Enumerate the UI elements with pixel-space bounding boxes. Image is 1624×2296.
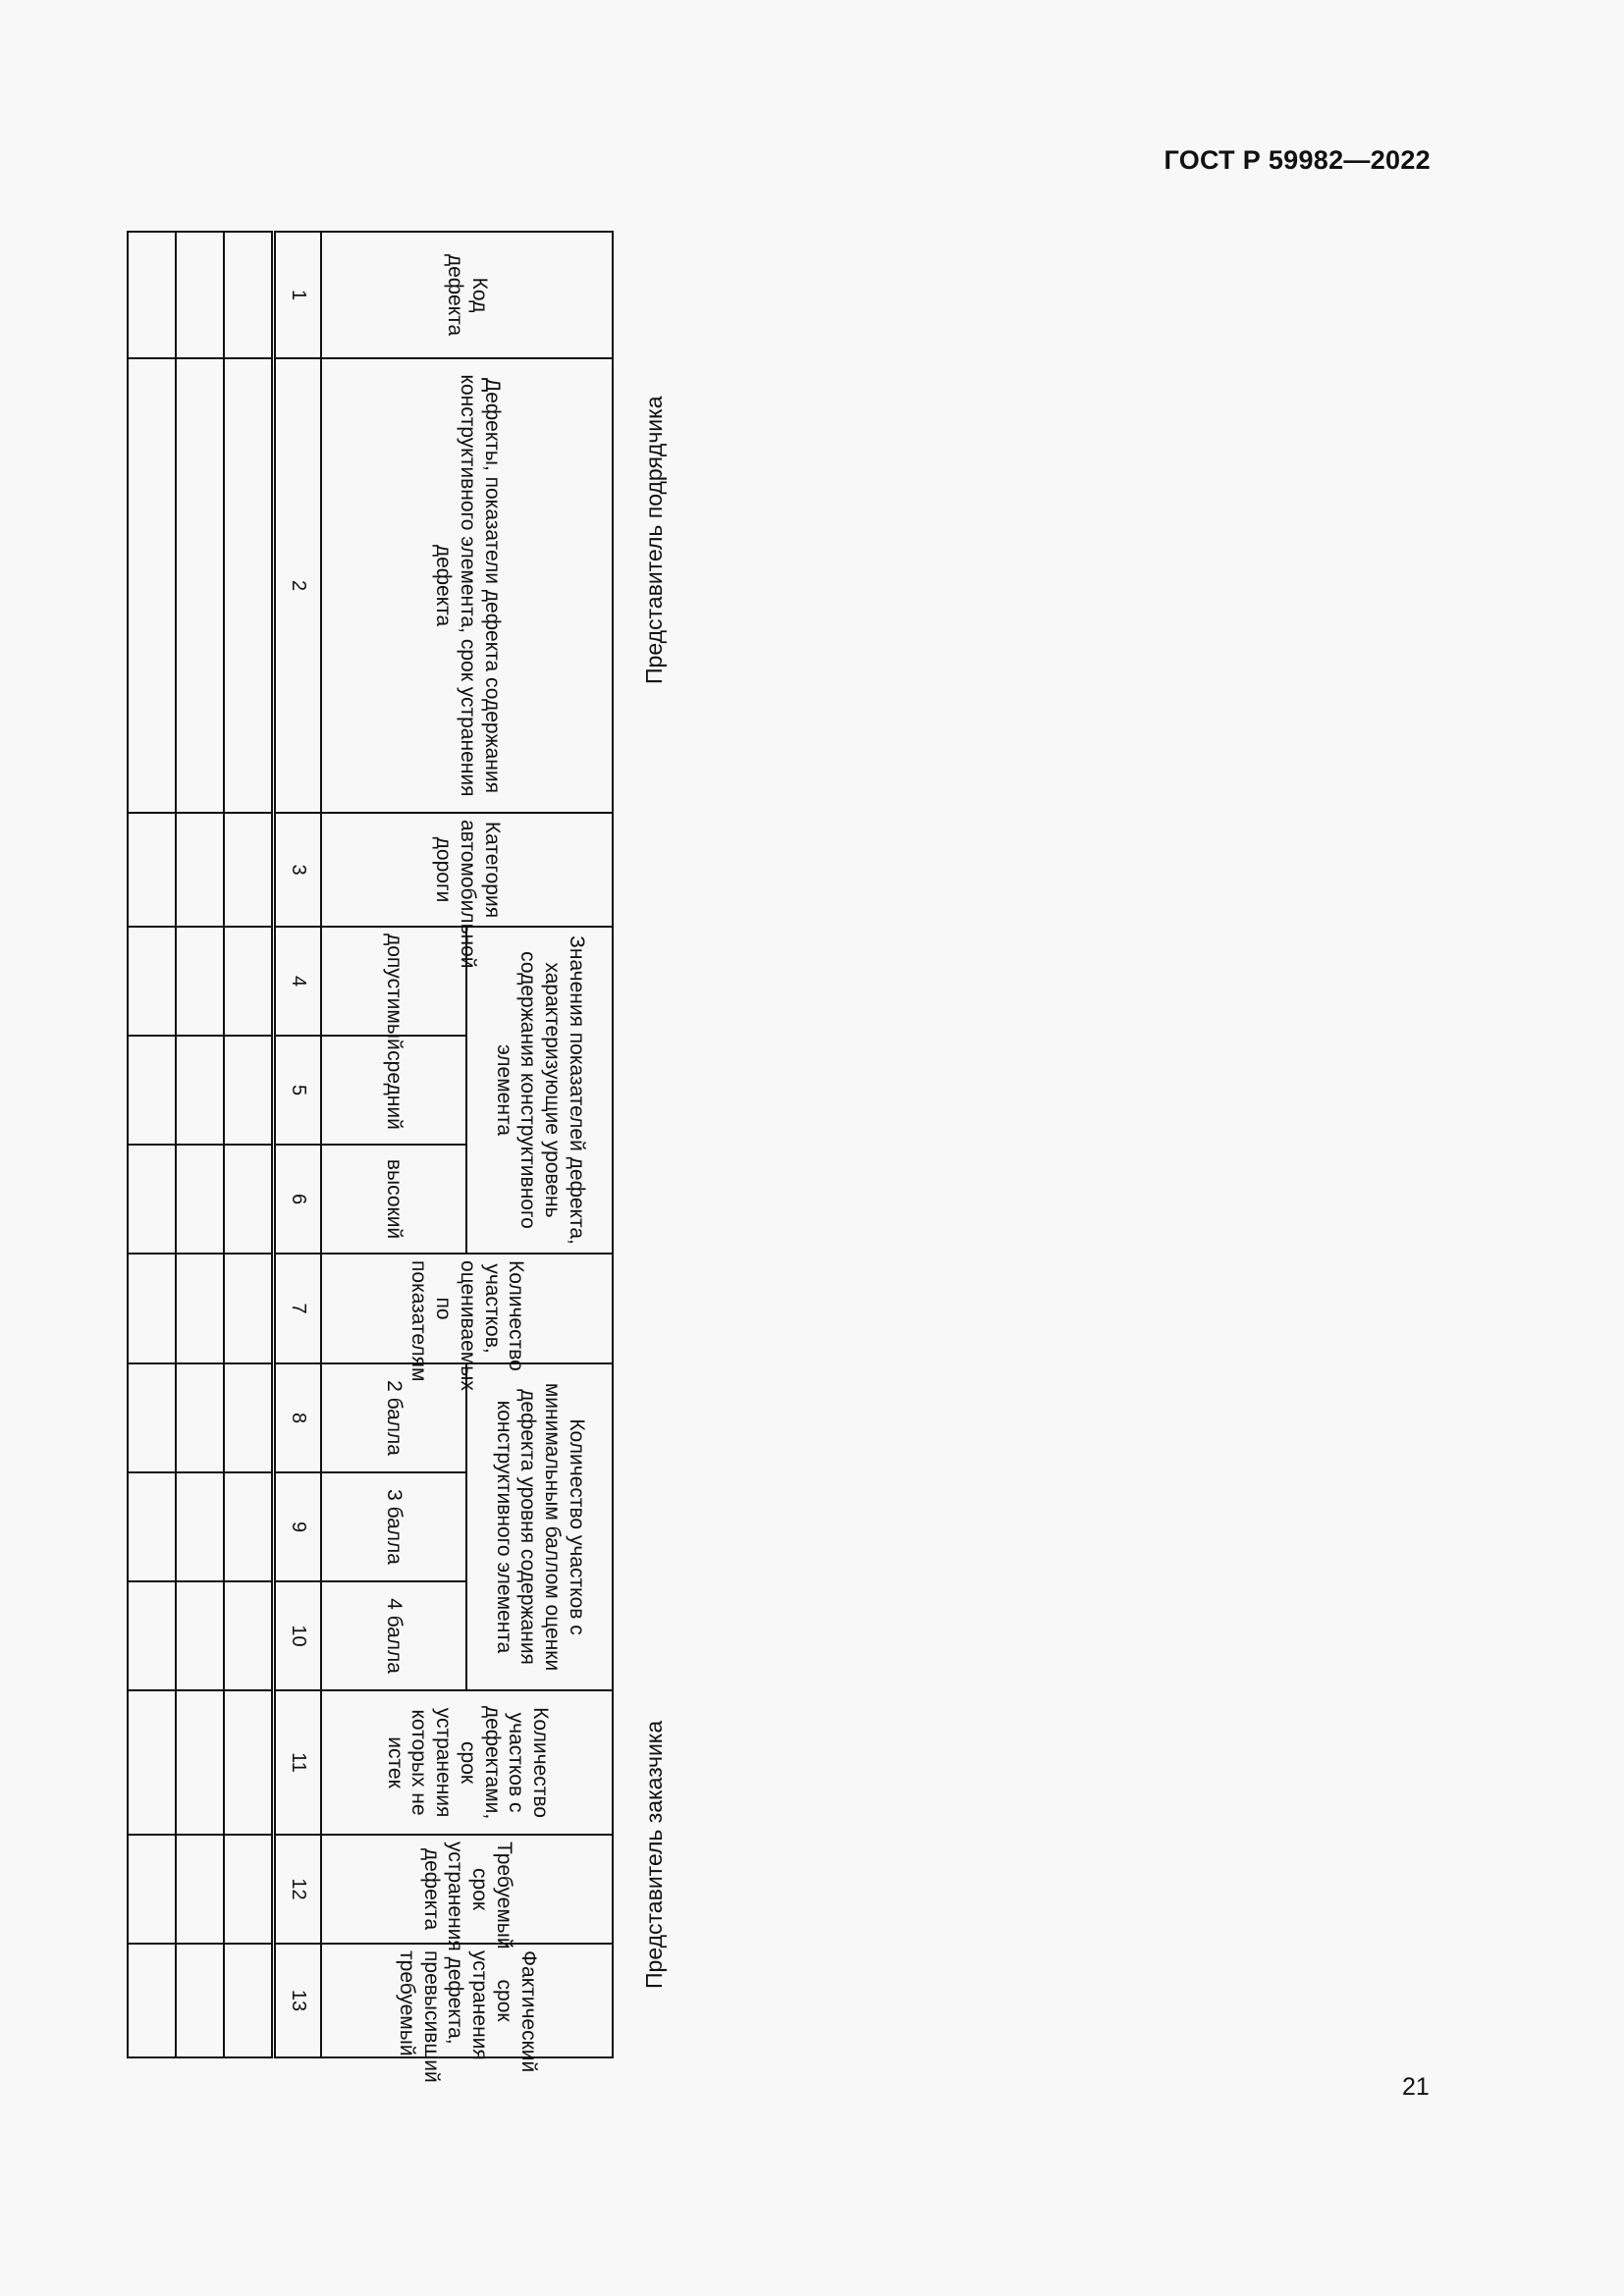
header-sections-count: Количество участков, оцениваемых по показателям <box>321 1254 613 1363</box>
column-number: 9 <box>274 1472 322 1581</box>
column-number-row <box>274 232 322 2057</box>
column-number: 12 <box>274 1835 322 1944</box>
column-number: 3 <box>274 813 322 927</box>
table-cell <box>176 927 224 1036</box>
contractor-signature-label: Представитель подрядчика <box>641 396 667 684</box>
table-cell <box>224 1472 274 1581</box>
header-high: высокий <box>321 1145 466 1254</box>
column-number: 1 <box>274 232 322 358</box>
table-cell <box>176 1944 224 2057</box>
table-cell <box>176 813 224 927</box>
header-score-4: 4 балла <box>321 1581 466 1690</box>
table-cell <box>176 1472 224 1581</box>
header-values-group: Значения показателей дефекта, характеризующие уровень содержания конструктивного элемента <box>466 927 613 1254</box>
header-medium: средний <box>321 1036 466 1145</box>
table-cell <box>128 1363 176 1472</box>
column-number: 6 <box>274 1145 322 1254</box>
table-cell <box>128 358 176 813</box>
page-number: 21 <box>1402 2073 1430 2101</box>
column-number: 13 <box>274 1944 322 2057</box>
table-cell <box>224 1145 274 1254</box>
column-number: 4 <box>274 927 322 1036</box>
table-cell <box>176 1145 224 1254</box>
table-cell <box>224 813 274 927</box>
table-cell <box>128 1472 176 1581</box>
table-cell <box>176 1835 224 1944</box>
header-score-2: 2 балла <box>321 1363 466 1472</box>
column-number: 5 <box>274 1036 322 1145</box>
column-number: 11 <box>274 1690 322 1835</box>
table-cell <box>128 813 176 927</box>
table-cell <box>128 1145 176 1254</box>
table-cell <box>128 1835 176 1944</box>
table-cell <box>224 1363 274 1472</box>
table-cell <box>224 358 274 813</box>
table-cell <box>176 1363 224 1472</box>
header-min-score-group: Количество участков с минимальным баллом оценки дефекта уровня содержания конструктивного элемента <box>466 1363 613 1690</box>
header-road-category: Категория автомобильной дороги <box>321 813 613 927</box>
customer-signature-label: Представитель заказчика <box>641 1720 667 1989</box>
header-actual-term: Фактический срок устранения дефекта, превысивший требуемый <box>321 1944 613 2057</box>
table-cell <box>176 1036 224 1145</box>
header-not-expired: Количество участков с дефектами, срок устранения которых не истек <box>321 1690 613 1835</box>
table-row <box>176 232 224 2057</box>
table-cell <box>224 1690 274 1835</box>
header-acceptable: допустимый <box>321 927 466 1036</box>
table-cell <box>176 1254 224 1363</box>
defects-table-rotated <box>118 231 614 2083</box>
table-cell <box>128 1944 176 2057</box>
column-number: 7 <box>274 1254 322 1363</box>
column-number: 2 <box>274 358 322 813</box>
table-cell <box>224 1036 274 1145</box>
header-row-1 <box>466 232 613 2057</box>
table-cell <box>224 927 274 1036</box>
table-cell <box>224 1835 274 1944</box>
header-required-term: Требуемый срок устранения дефекта <box>321 1835 613 1944</box>
table-cell <box>128 1254 176 1363</box>
table-cell <box>224 232 274 358</box>
table-cell <box>176 358 224 813</box>
table-cell <box>128 1690 176 1835</box>
table-cell <box>128 1036 176 1145</box>
header-code: Код дефекта <box>321 232 613 358</box>
column-number: 10 <box>274 1581 322 1690</box>
header-score-3: 3 балла <box>321 1472 466 1581</box>
defects-table <box>127 231 614 2083</box>
table-cell <box>224 1254 274 1363</box>
table-cell <box>176 232 224 358</box>
table-cell <box>128 232 176 358</box>
column-number: 8 <box>274 1363 322 1472</box>
table-cell <box>128 1581 176 1690</box>
table-row <box>128 232 176 2057</box>
document-id: ГОСТ Р 59982—2022 <box>1164 145 1431 175</box>
table-cell <box>224 1581 274 1690</box>
table-cell <box>224 1944 274 2057</box>
table-cell <box>128 927 176 1036</box>
table-cell <box>176 1690 224 1835</box>
table-cell <box>176 1581 224 1690</box>
table-row <box>224 232 274 2057</box>
header-defects: Дефекты, показатели дефекта содержания конструктивного элемента, срок устранения дефекта <box>321 358 613 813</box>
